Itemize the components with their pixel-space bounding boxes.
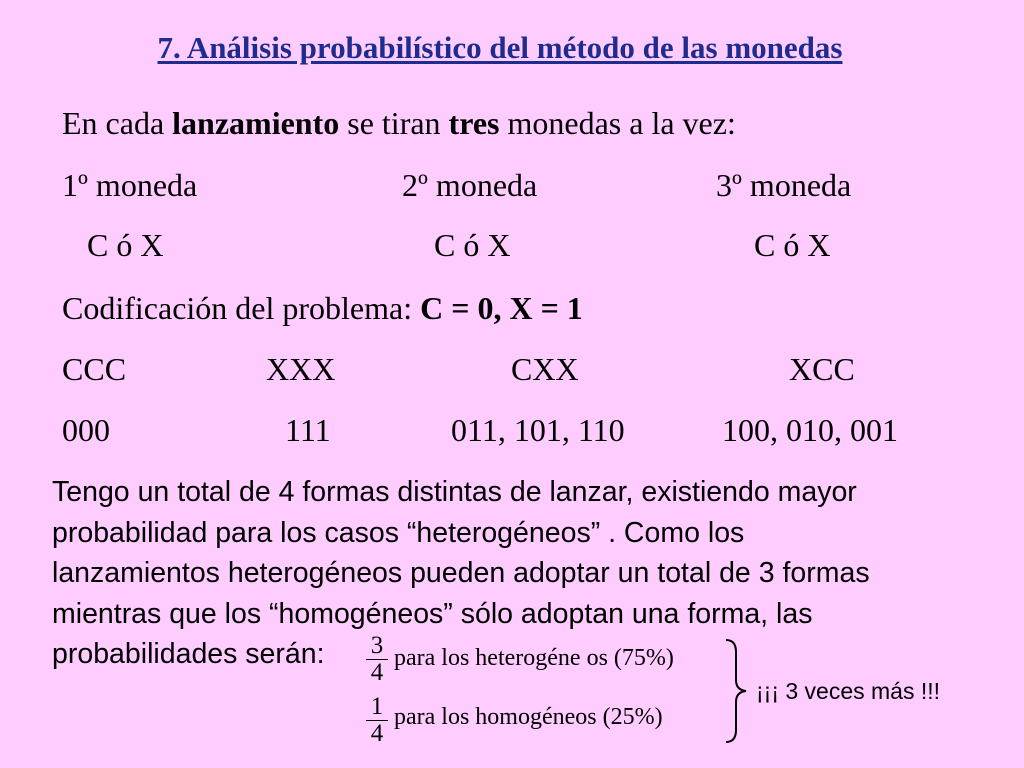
paragraph-line: mientras que los “homogéneos” sólo adoptan una forma, las: [52, 597, 813, 630]
coin-label-3: 3º moneda: [716, 167, 852, 203]
paragraph-line: lanzamientos heterogéneos pueden adoptar un total de 3 formas: [52, 557, 870, 589]
intro-line: [62, 104, 736, 142]
paragraph-line: Tengo un total de 4 formas distintas de lanzar, existiendo mayor: [52, 476, 857, 508]
fraction-numerator: 3: [366, 633, 388, 660]
intro-text-2: se tiran: [339, 105, 449, 141]
case-xxx: XXX: [266, 351, 336, 387]
paragraph-line: probabilidades serán:: [52, 638, 325, 670]
case-xcc: XCC: [789, 351, 855, 387]
coin-label-2: 2º moneda: [402, 167, 538, 203]
code-xcc: 100, 010, 001: [722, 412, 898, 448]
three-times-note: ¡¡¡ 3 veces más !!!: [756, 678, 941, 704]
coin-option-2: C ó X: [434, 227, 511, 263]
coding-label: Codificación del problema:: [62, 290, 421, 326]
fraction-heterogeneous-label: para los heterogéne os (75%): [394, 645, 674, 671]
intro-text-3: monedas a la vez:: [499, 105, 736, 141]
fraction-denominator: 4: [370, 659, 384, 686]
paragraph-line: probabilidad para los casos “heterogéneos” . Como los: [52, 516, 745, 549]
slide-title: 7. Análisis probabilístico del método de las monedas: [157, 30, 843, 65]
case-cxx: CXX: [511, 351, 579, 387]
coding-value: C = 0, X = 1: [420, 290, 583, 326]
fraction-homogeneous: [366, 694, 388, 746]
coin-option-1: C ó X: [87, 227, 164, 263]
code-ccc: 000: [62, 412, 110, 448]
case-ccc: CCC: [62, 351, 127, 387]
fraction-denominator: 4: [370, 720, 384, 747]
coin-label-1: 1º moneda: [62, 167, 198, 203]
fraction-heterogeneous: [366, 633, 388, 685]
intro-bold-2: tres: [448, 105, 500, 141]
right-brace: [722, 638, 752, 744]
fraction-numerator: 1: [366, 694, 388, 721]
intro-bold-1: lanzamiento: [172, 105, 340, 141]
code-cxx: 011, 101, 110: [451, 412, 625, 448]
code-xxx: 111: [285, 412, 331, 448]
fraction-homogeneous-label: para los homogéneos (25%): [394, 704, 663, 730]
intro-text-1: En cada: [62, 105, 173, 141]
coin-option-3: C ó X: [754, 227, 831, 263]
coding-line: [62, 289, 583, 327]
